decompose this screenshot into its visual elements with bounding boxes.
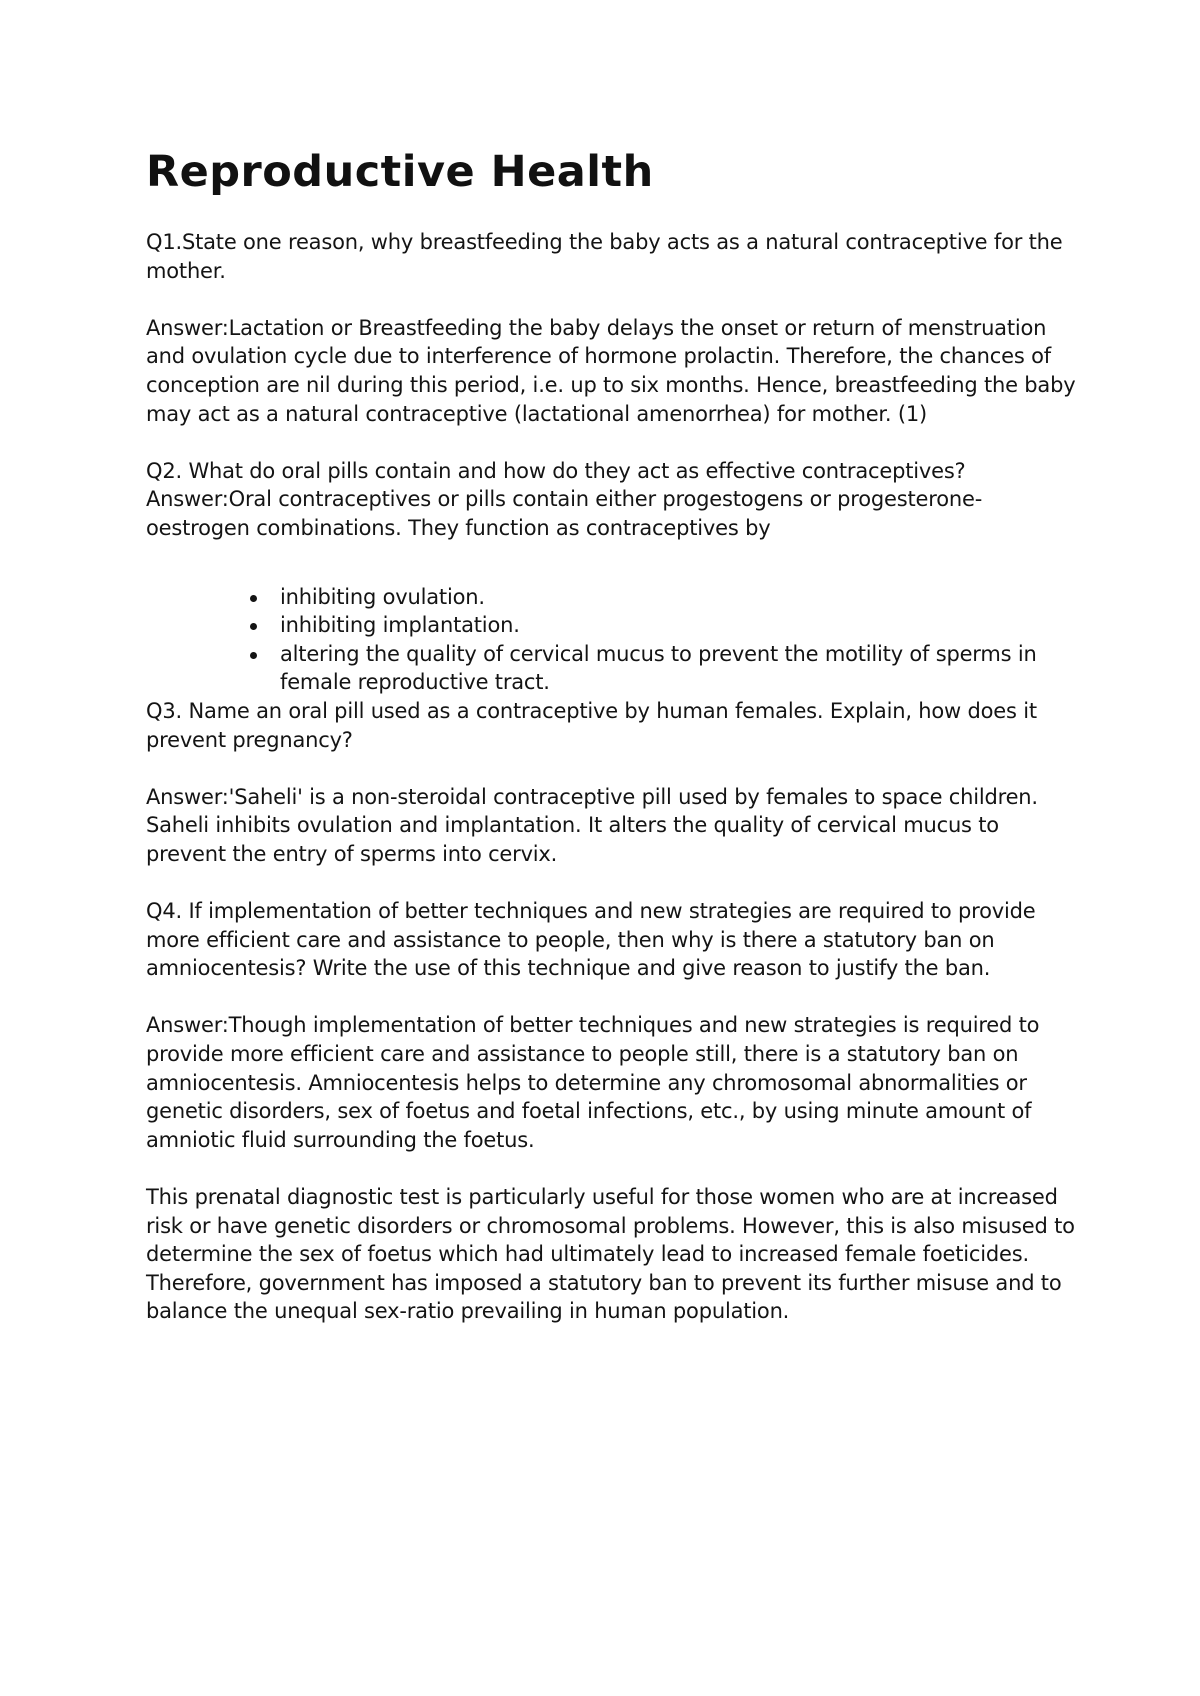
q4-answer-2: This prenatal diagnostic test is particularly useful for those women who are at increased risk or have genetic disorders or chromosomal problems. However, this is also misused to determine the sex of foetus which had ultimately lead to increased female foeticides. Therefore, government has imposed a statutory ban to prevent its further misuse and to balance the unequal sex-ratio prevailing in human population.	[146, 1185, 1075, 1324]
list-item	[280, 611, 1076, 640]
q4-answer-1: Answer:Though implementation of better techniques and new strategies is required to provide more efficient care and assistance to people still, there is a statutory ban on amniocentesis. Amniocentesis helps to determine any chromosomal abnormalities or genetic disorders, sex of foetus and foetal infections, etc., by using minute amount of amniotic fluid surrounding the foetus.	[146, 1013, 1040, 1152]
bullet-icon	[250, 652, 257, 659]
q4-question: Q4. If implementation of better techniques and new strategies are required to provide more efficient care and assistance to people, then why is there a statutory ban on amniocentesis? Write the use of this technique and give reason to justify the ban.	[146, 899, 1036, 981]
list-item-text: inhibiting implantation.	[280, 613, 520, 638]
list-item-text: inhibiting ovulation.	[280, 584, 485, 609]
list-item	[280, 640, 1076, 697]
list-item	[280, 583, 1076, 612]
q2-question: Q2. What do oral pills contain and how do they act as effective contraceptives?	[146, 458, 966, 483]
q1-question: Q1.State one reason, why breastfeeding the baby acts as a natural contraceptive for the mother.	[146, 230, 1063, 283]
q3-question: Q3. Name an oral pill used as a contraceptive by human females. Explain, how does it prevent pregnancy?	[146, 698, 1037, 752]
q3-answer-2: Saheli inhibits ovulation and implantation. It alters the quality of cervical mucus to prevent the entry of sperms into cervix.	[146, 813, 999, 866]
q3-answer-1: Answer:'Saheli' is a non-steroidal contraceptive pill used by females to space children.	[146, 784, 1038, 809]
bullet-icon	[250, 595, 257, 602]
document-page	[146, 142, 1076, 1326]
page-title: Reproductive Health	[146, 147, 654, 197]
bullet-icon	[250, 623, 257, 630]
q2-answer: Answer:Oral contraceptives or pills contain either progestogens or progesterone-oestrogen combinations. They function as contraceptives by	[146, 487, 983, 540]
list-item-text: altering the quality of cervical mucus to prevent the motility of sperms in female reproductive tract.	[280, 641, 1037, 695]
q2-bullet-list	[146, 583, 1076, 697]
q1-answer: Answer:Lactation or Breastfeeding the baby delays the onset or return of menstruation and ovulation cycle due to interference of hormone prolactin. Therefore, the chances of conception are nil during this period, i.e. up to six months. Hence, breastfeeding the baby may act as a natural contraceptive (lactational amenorrhea) for mother. (1)	[146, 315, 1076, 426]
